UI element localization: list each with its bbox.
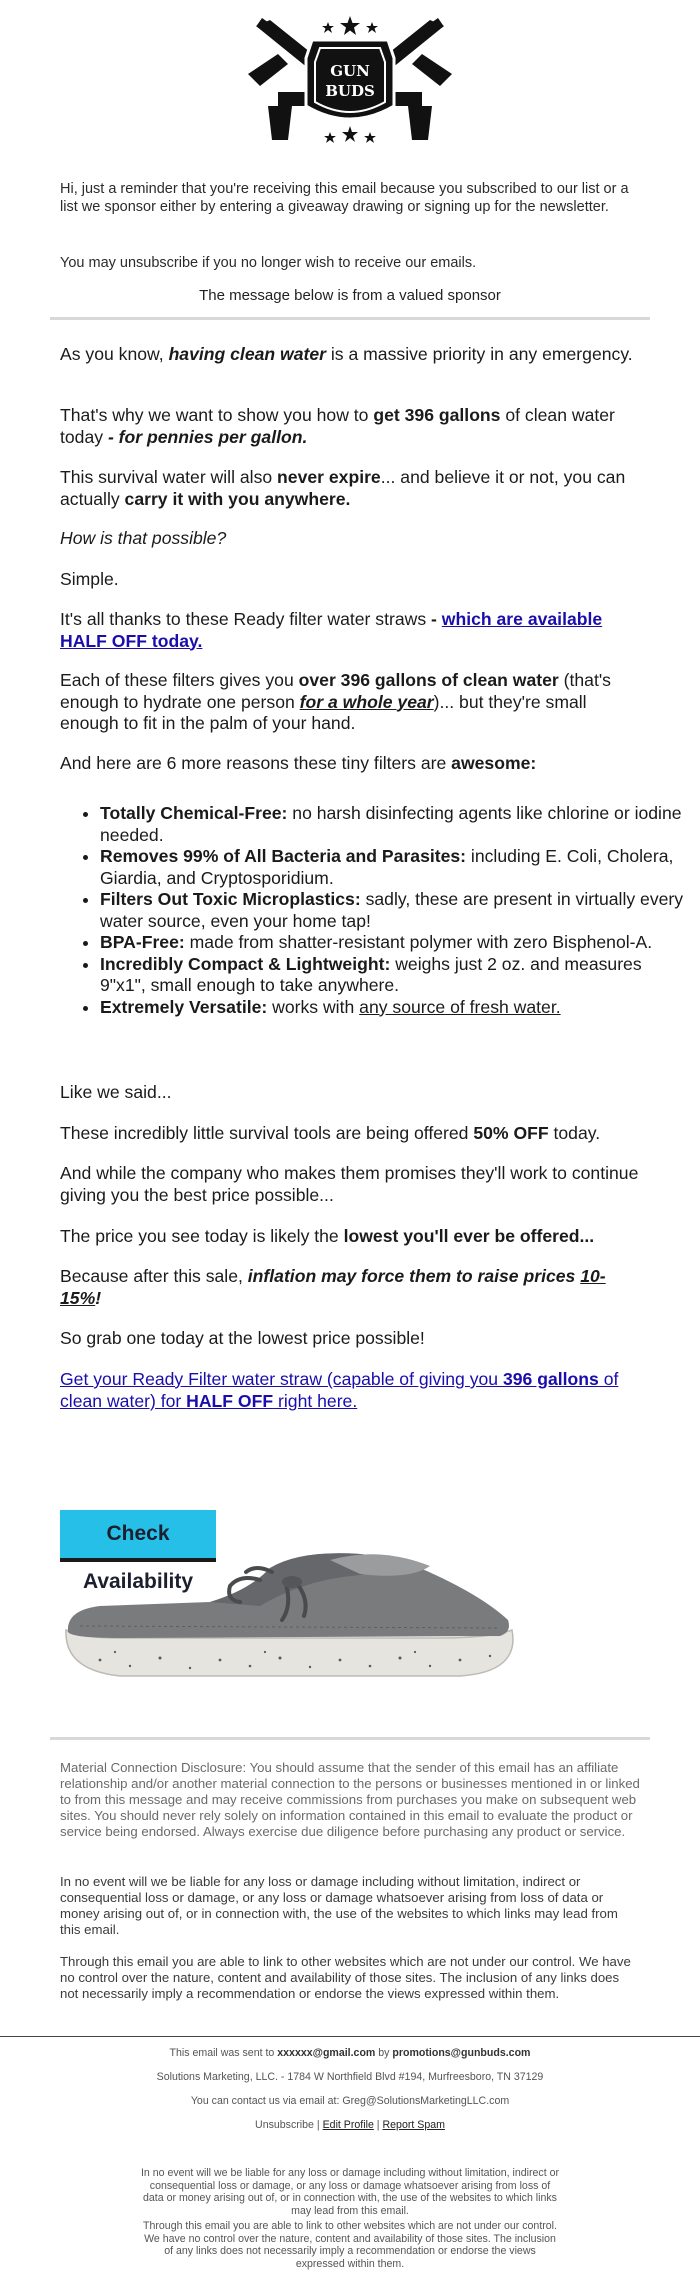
report-spam-link[interactable]: Report Spam — [382, 2119, 445, 2131]
list-item: • Extremely Versatile: works with any source of fresh water. — [100, 997, 690, 1019]
paragraph-how-possible: How is that possible? — [60, 528, 227, 548]
paragraph-inflation: Because after this sale, inflation may force them to raise prices 10-15%! — [60, 1266, 606, 1308]
paragraph-reasons-intro: And here are 6 more reasons these tiny filters are awesome: — [60, 753, 537, 773]
list-item: • BPA-Free: made from shatter-resistant polymer with zero Bisphenol-A. — [100, 932, 690, 954]
footer-liability: In no event will we be liable for any loss or damage including without limitation, indirect or consequential loss or damage, or any loss or damage whatsoever arising from loss of data or money arising out of, or in connection with, the use of the websites to which links may lead from this email. — [140, 2167, 560, 2217]
paragraph-396-gallons: That's why we want to show you how to get 396 gallons of clean water today - for pennies per gallon. — [60, 405, 615, 447]
gun-buds-logo — [248, 14, 452, 154]
logo-text-top: GUN — [330, 62, 370, 80]
list-item: • Totally Chemical-Free: no harsh disinfecting agents like chlorine or iodine needed. — [100, 803, 690, 846]
footer-links-disclaimer: Through this email you are able to link to other websites which are not under our control. We have no control over the nature, content and availability of those sites. The inclusion of any links does not necessarily imply a recommendation or endorse the views expressed within them. — [143, 2220, 557, 2270]
material-connection-disclosure: Material Connection Disclosure: You should assume that the sender of this email has an affiliate relationship and/or another material connection to the persons or businesses mentioned in or linked to from this message and may receive commissions from purchases you make on subsequent web sites. You should never rely solely on information contained in this email to evaluate the product or service being endorsed. Always exercise due diligence before purchasing any product or service. — [60, 1760, 640, 1839]
cta-link[interactable]: Get your Ready Filter water straw (capable of giving you 396 gallons of clean water) for HALF OFF right here. — [60, 1369, 619, 1411]
separator: | — [316, 2119, 320, 2131]
paragraph-ready-filter: It's all thanks to these Ready filter water straws - which are available HALF OFF today. — [60, 609, 603, 651]
footer-links — [0, 2119, 700, 2131]
contact-email: You can contact us via email at: Greg@SolutionsMarketingLLC.com — [190, 2095, 510, 2107]
divider — [50, 1737, 650, 1740]
edit-profile-link[interactable]: Edit Profile — [322, 2119, 374, 2131]
paragraph-filter-capacity: Each of these filters gives you over 396 gallons of clean water (that's enough to hydrate one person for a whole year)... but they're small enough to fit in the palm of your hand. — [60, 670, 611, 733]
half-off-link[interactable]: which are available HALF OFF today. — [60, 609, 603, 651]
external-links-disclaimer: Through this email you are able to link to other websites which are not under our control. We have no control over the nature, content and availability of those sites. The inclusion of any links does not necessarily imply a recommendation or endorse the views expressed within them. — [60, 1954, 631, 2001]
unsubscribe-note: You may unsubscribe if you no longer wish to receive our emails. — [60, 255, 477, 271]
logo-text-bottom: BUDS — [325, 82, 375, 100]
sponsor-note: The message below is from a valued sponsor — [199, 287, 501, 304]
subscription-reminder: Hi, just a reminder that you're receiving this email because you subscribed to our list or a list we sponsor either by entering a giveaway drawing or signing up for the newsletter. — [60, 181, 629, 215]
list-item: • Incredibly Compact & Lightweight: weighs just 2 oz. and measures 9"x1", small enough to take anywhere. — [100, 954, 690, 997]
paragraph-50-off: These incredibly little survival tools are being offered 50% OFF today. — [60, 1123, 601, 1143]
separator: | — [376, 2119, 380, 2131]
paragraph-like-we-said: Like we said... — [60, 1082, 172, 1102]
paragraph-never-expire: This survival water will also never expire... and believe it or not, you can actually carry it with you anywhere. — [60, 467, 626, 509]
list-item: • Removes 99% of All Bacteria and Parasites: including E. Coli, Cholera, Giardia, and Cryptosporidium. — [100, 846, 690, 889]
unsubscribe-link[interactable]: Unsubscribe — [255, 2119, 314, 2131]
company-address: Solutions Marketing, LLC. - 1784 W Northfield Blvd #194, Murfreesboro, TN 37129 — [156, 2071, 544, 2083]
reasons-list — [60, 803, 690, 1018]
liability-disclaimer: In no event will we be liable for any loss or damage including without limitation, indirect or consequential loss or damage, or any loss or damage whatsoever arising from loss of data or money arising out of, or in connection with, the use of the websites to which links may lead from this email. — [60, 1874, 618, 1937]
list-item: • Filters Out Toxic Microplastics: sadly, these are present in virtually every water source, even your home tap! — [100, 889, 690, 932]
paragraph-simple: Simple. — [60, 569, 119, 589]
check-availability-button[interactable]: Check Availability — [60, 1510, 216, 1562]
paragraph-clean-water: As you know, having clean water is a massive priority in any emergency. — [60, 344, 633, 364]
sent-to-line: This email was sent to xxxxxx@gmail.com by promotions@gunbuds.com — [169, 2047, 531, 2059]
cta-paragraph — [60, 1369, 645, 1412]
footer-divider — [0, 2036, 700, 2037]
divider — [50, 317, 650, 320]
paragraph-best-price: And while the company who makes them promises they'll work to continue giving you the best price possible... — [60, 1163, 639, 1205]
paragraph-grab-one: So grab one today at the lowest price possible! — [60, 1328, 425, 1348]
paragraph-lowest-price: The price you see today is likely the lowest you'll ever be offered... — [60, 1226, 595, 1246]
